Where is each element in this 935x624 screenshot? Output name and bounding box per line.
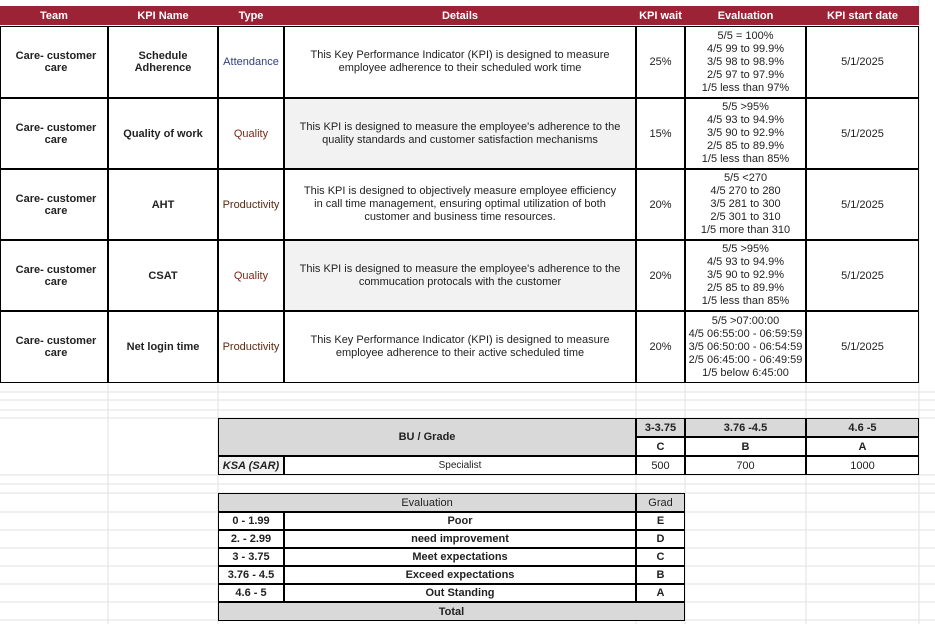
kpi-type-cell: Quality xyxy=(218,98,284,169)
grade-range-2: 3.76 -4.5 xyxy=(685,418,806,437)
eval-range-cell: 4.6 - 5 xyxy=(218,584,284,602)
evaluation-line: 3/5 281 to 300 xyxy=(710,198,781,210)
grade-letter-a: A xyxy=(806,437,919,456)
evaluation-line: 4/5 270 to 280 xyxy=(710,185,781,197)
evaluation-line: 1/5 less than 97% xyxy=(701,81,790,94)
kpi-start-date-cell: 5/1/2025 xyxy=(806,169,919,240)
kpi-details-cell: This KPI is designed to measure the employee's adherence to the quality standards and customer satisfaction mechanisms xyxy=(284,98,636,169)
header-details: Details xyxy=(284,6,636,25)
evaluation-line: 4/5 93 to 94.9% xyxy=(706,256,785,268)
kpi-evaluation-cell xyxy=(685,98,806,169)
header-type: Type xyxy=(218,6,284,25)
evaluation-line: 5/5 <270 xyxy=(723,172,768,184)
evaluation-line: 1/5 below 6:45:00 xyxy=(702,366,789,379)
evaluation-line: 4/5 93 to 94.9% xyxy=(706,114,785,126)
eval-grade-cell: B xyxy=(636,566,685,584)
grade-row-label: KSA (SAR) xyxy=(218,456,284,475)
evaluation-line: 4/5 06:55:00 - 06:59:59 xyxy=(688,327,803,340)
kpi-start-date-cell: 5/1/2025 xyxy=(806,98,919,169)
kpi-name-cell: Net login time xyxy=(108,311,218,383)
eval-grade-cell: E xyxy=(636,512,685,530)
kpi-details-cell: This KPI is designed to measure the employee's adherence to the commucation protocals with the customer xyxy=(284,240,636,311)
eval-range-cell: 0 - 1.99 xyxy=(218,512,284,530)
eval-label-cell: need improvement xyxy=(284,530,636,548)
evaluation-line: 3/5 98 to 98.9% xyxy=(706,55,785,68)
evaluation-line: 2/5 85 to 89.9% xyxy=(706,140,785,152)
kpi-team-cell: Care- customer care xyxy=(0,311,108,383)
grade-value-c: 500 xyxy=(636,456,685,475)
eval-grade-cell: D xyxy=(636,530,685,548)
eval-grade-cell: A xyxy=(636,584,685,602)
kpi-team-cell: Care- customer care xyxy=(0,169,108,240)
evaluation-line: 5/5 >95% xyxy=(722,101,769,113)
kpi-evaluation-cell xyxy=(685,26,806,98)
evaluation-line: 5/5 >95% xyxy=(722,243,769,255)
grade-row-title: Specialist xyxy=(284,456,636,475)
kpi-details-cell: This Key Performance Indicator (KPI) is designed to measure employee adherence to their active scheduled time xyxy=(284,311,636,383)
kpi-wait-cell: 20% xyxy=(636,169,685,240)
kpi-type-cell: Attendance xyxy=(218,26,284,98)
kpi-type-cell: Productivity xyxy=(218,169,284,240)
evaluation-line: 5/5 = 100% xyxy=(717,29,774,42)
eval-range-cell: 3 - 3.75 xyxy=(218,548,284,566)
header-evaluation: Evaluation xyxy=(685,6,806,25)
evaluation-line: 4/5 99 to 99.9% xyxy=(706,42,785,55)
kpi-evaluation-cell xyxy=(685,240,806,311)
grade-letter-b: B xyxy=(685,437,806,456)
grade-range-3: 4.6 -5 xyxy=(806,418,919,437)
header-kpi-start-date: KPI start date xyxy=(806,6,919,25)
evaluation-line: 2/5 06:45:00 - 06:49:59 xyxy=(688,353,803,366)
evaluation-line: 3/5 06:50:00 - 06:54:59 xyxy=(688,340,803,353)
kpi-team-cell: Care- customer care xyxy=(0,26,108,98)
kpi-name-cell: Quality of work xyxy=(108,98,218,169)
evaluation-line: 1/5 less than 85% xyxy=(701,153,790,165)
kpi-wait-cell: 25% xyxy=(636,26,685,98)
grade-value-b: 700 xyxy=(685,456,806,475)
kpi-start-date-cell: 5/1/2025 xyxy=(806,311,919,383)
kpi-type-cell: Quality xyxy=(218,240,284,311)
kpi-name-cell: CSAT xyxy=(108,240,218,311)
evaluation-line: 1/5 less than 85% xyxy=(701,295,790,307)
kpi-evaluation-cell xyxy=(685,169,806,240)
kpi-start-date-cell: 5/1/2025 xyxy=(806,26,919,98)
evaluation-line: 2/5 301 to 310 xyxy=(710,211,781,223)
eval-total: Total xyxy=(218,602,685,621)
evaluation-line: 1/5 more than 310 xyxy=(700,224,791,236)
grade-value-a: 1000 xyxy=(806,456,919,475)
kpi-start-date-cell: 5/1/2025 xyxy=(806,240,919,311)
grade-letter-c: C xyxy=(636,437,685,456)
kpi-name-cell: AHT xyxy=(108,169,218,240)
eval-header-evaluation: Evaluation xyxy=(218,493,636,512)
eval-label-cell: Exceed expectations xyxy=(284,566,636,584)
eval-label-cell: Poor xyxy=(284,512,636,530)
header-kpi-wait: KPI wait xyxy=(636,6,685,25)
evaluation-line: 3/5 90 to 92.9% xyxy=(706,269,785,281)
eval-range-cell: 3.76 - 4.5 xyxy=(218,566,284,584)
kpi-name-cell: Schedule Adherence xyxy=(108,26,218,98)
evaluation-line: 2/5 97 to 97.9% xyxy=(706,68,785,81)
evaluation-line: 2/5 85 to 89.9% xyxy=(706,282,785,294)
eval-label-cell: Meet expectations xyxy=(284,548,636,566)
evaluation-line: 5/5 >07:00:00 xyxy=(711,314,780,327)
kpi-wait-cell: 15% xyxy=(636,98,685,169)
eval-grade-cell: C xyxy=(636,548,685,566)
kpi-wait-cell: 20% xyxy=(636,240,685,311)
eval-label-cell: Out Standing xyxy=(284,584,636,602)
kpi-details-cell: This Key Performance Indicator (KPI) is designed to measure employee adherence to their scheduled work time xyxy=(284,26,636,98)
kpi-wait-cell: 20% xyxy=(636,311,685,383)
header-team: Team xyxy=(0,6,108,25)
kpi-evaluation-cell xyxy=(685,311,806,383)
kpi-type-cell: Productivity xyxy=(218,311,284,383)
eval-header-grad: Grad xyxy=(636,493,685,512)
evaluation-line: 3/5 90 to 92.9% xyxy=(706,127,785,139)
kpi-team-cell: Care- customer care xyxy=(0,98,108,169)
kpi-team-cell: Care- customer care xyxy=(0,240,108,311)
grade-table-title: BU / Grade xyxy=(218,418,636,456)
kpi-details-cell: This KPI is designed to objectively measure employee efficiency in call time management, ensuring optimal utilization of both customer and business time resources. xyxy=(284,169,636,240)
grade-range-1: 3-3.75 xyxy=(636,418,685,437)
header-kpi-name: KPI Name xyxy=(108,6,218,25)
eval-range-cell: 2. - 2.99 xyxy=(218,530,284,548)
